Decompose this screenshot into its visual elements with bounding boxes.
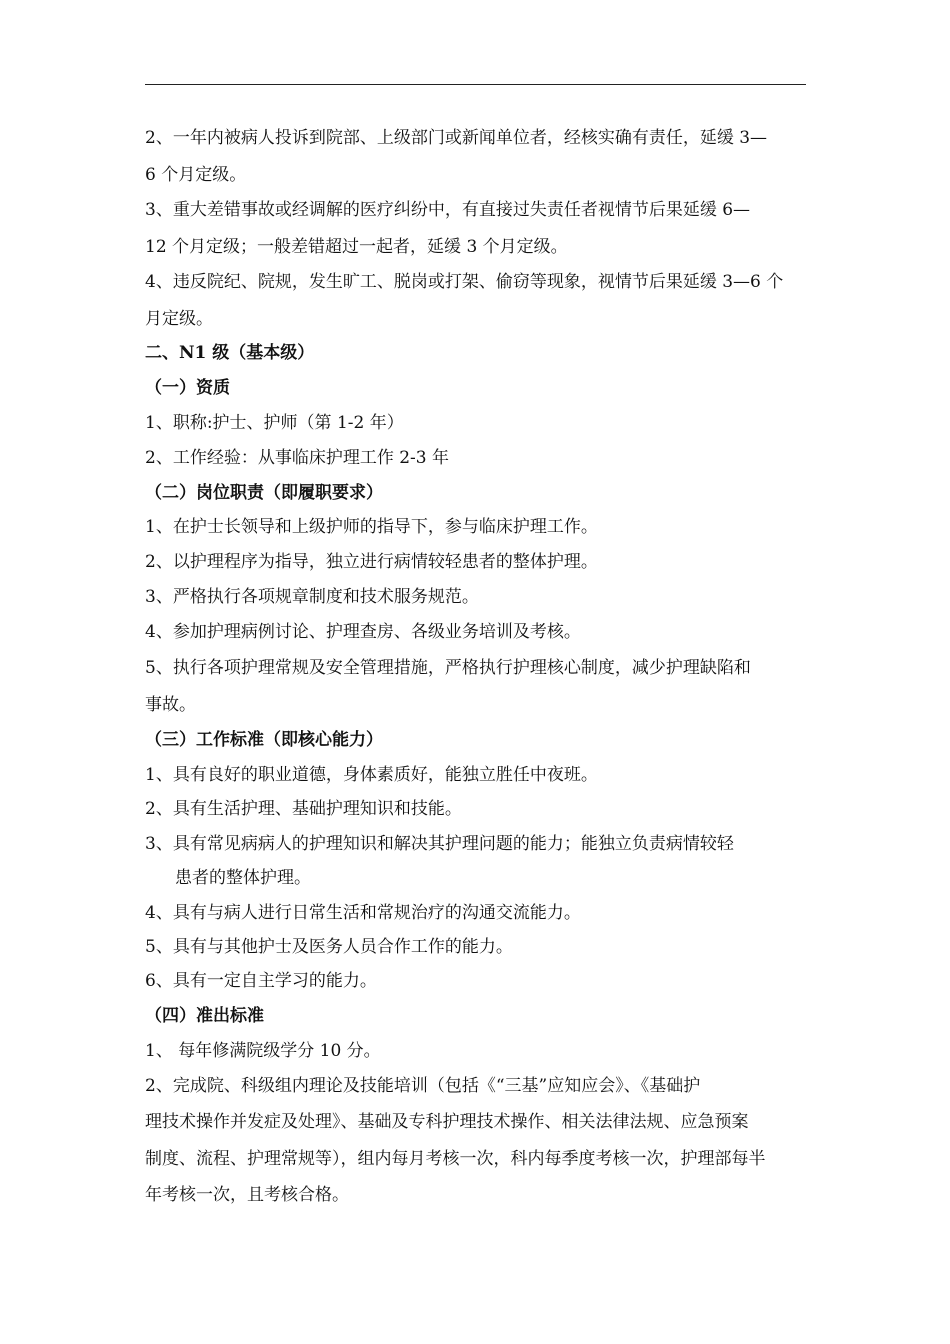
- paragraph-line: 1、在护士长领导和上级护师的指导下，参与临床护理工作。: [145, 517, 598, 537]
- paragraph-line: 12 个月定级；一般差错超过一起者，延缓 3 个月定级。: [145, 237, 568, 257]
- paragraph-line: 理技术操作并发症及处理》、基础及专科护理技术操作、相关法律法规、应急预案: [145, 1112, 749, 1132]
- paragraph-line: 5、具有与其他护士及医务人员合作工作的能力。: [145, 937, 513, 957]
- paragraph-line: 2、完成院、科级组内理论及技能培训（包括《“三基”应知应会》、《基础护: [145, 1076, 701, 1096]
- subsection-heading: （三）工作标准（即核心能力）: [145, 730, 383, 750]
- paragraph-line: 4、违反院纪、院规，发生旷工、脱岗或打架、偷窃等现象，视情节后果延缓 3—6 个: [145, 272, 784, 292]
- subsection-heading: （一）资质: [145, 378, 230, 398]
- section-heading: 二、N1 级（基本级）: [145, 343, 315, 363]
- paragraph-line: 2、具有生活护理、基础护理知识和技能。: [145, 799, 462, 819]
- paragraph-line: 4、参加护理病例讨论、护理查房、各级业务培训及考核。: [145, 622, 581, 642]
- paragraph-line: 年考核一次，且考核合格。: [145, 1185, 349, 1205]
- header-rule: [145, 84, 806, 85]
- paragraph-line: 3、严格执行各项规章制度和技术服务规范。: [145, 587, 479, 607]
- paragraph-line: 月定级。: [145, 309, 213, 329]
- paragraph-line: 1、 每年修满院级学分 10 分。: [145, 1041, 381, 1061]
- paragraph-line: 3、具有常见病病人的护理知识和解决其护理问题的能力；能独立负责病情较轻: [145, 834, 734, 854]
- paragraph-line: 事故。: [145, 695, 196, 715]
- paragraph-line: 5、执行各项护理常规及安全管理措施，严格执行护理核心制度，减少护理缺陷和: [145, 658, 751, 678]
- paragraph-line: 2、一年内被病人投诉到院部、上级部门或新闻单位者，经核实确有责任，延缓 3—: [145, 128, 768, 148]
- paragraph-line: 1、职称:护士、护师（第 1-2 年）: [145, 413, 404, 433]
- paragraph-line: 6 个月定级。: [145, 165, 247, 185]
- paragraph-line: 3、重大差错事故或经调解的医疗纠纷中，有直接过失责任者视情节后果延缓 6—: [145, 200, 751, 220]
- paragraph-line: 1、具有良好的职业道德，身体素质好，能独立胜任中夜班。: [145, 765, 598, 785]
- paragraph-line: 2、工作经验：从事临床护理工作 2-3 年: [145, 448, 449, 468]
- paragraph-line: 4、具有与病人进行日常生活和常规治疗的沟通交流能力。: [145, 903, 581, 923]
- paragraph-line: 制度、流程、护理常规等），组内每月考核一次，科内每季度考核一次，护理部每半: [145, 1149, 766, 1169]
- paragraph-line: 2、以护理程序为指导，独立进行病情较轻患者的整体护理。: [145, 552, 598, 572]
- paragraph-line: 6、具有一定自主学习的能力。: [145, 971, 377, 991]
- subsection-heading: （二）岗位职责（即履职要求）: [145, 483, 383, 503]
- subsection-heading: （四）准出标准: [145, 1006, 264, 1026]
- paragraph-line: 患者的整体护理。: [175, 868, 311, 888]
